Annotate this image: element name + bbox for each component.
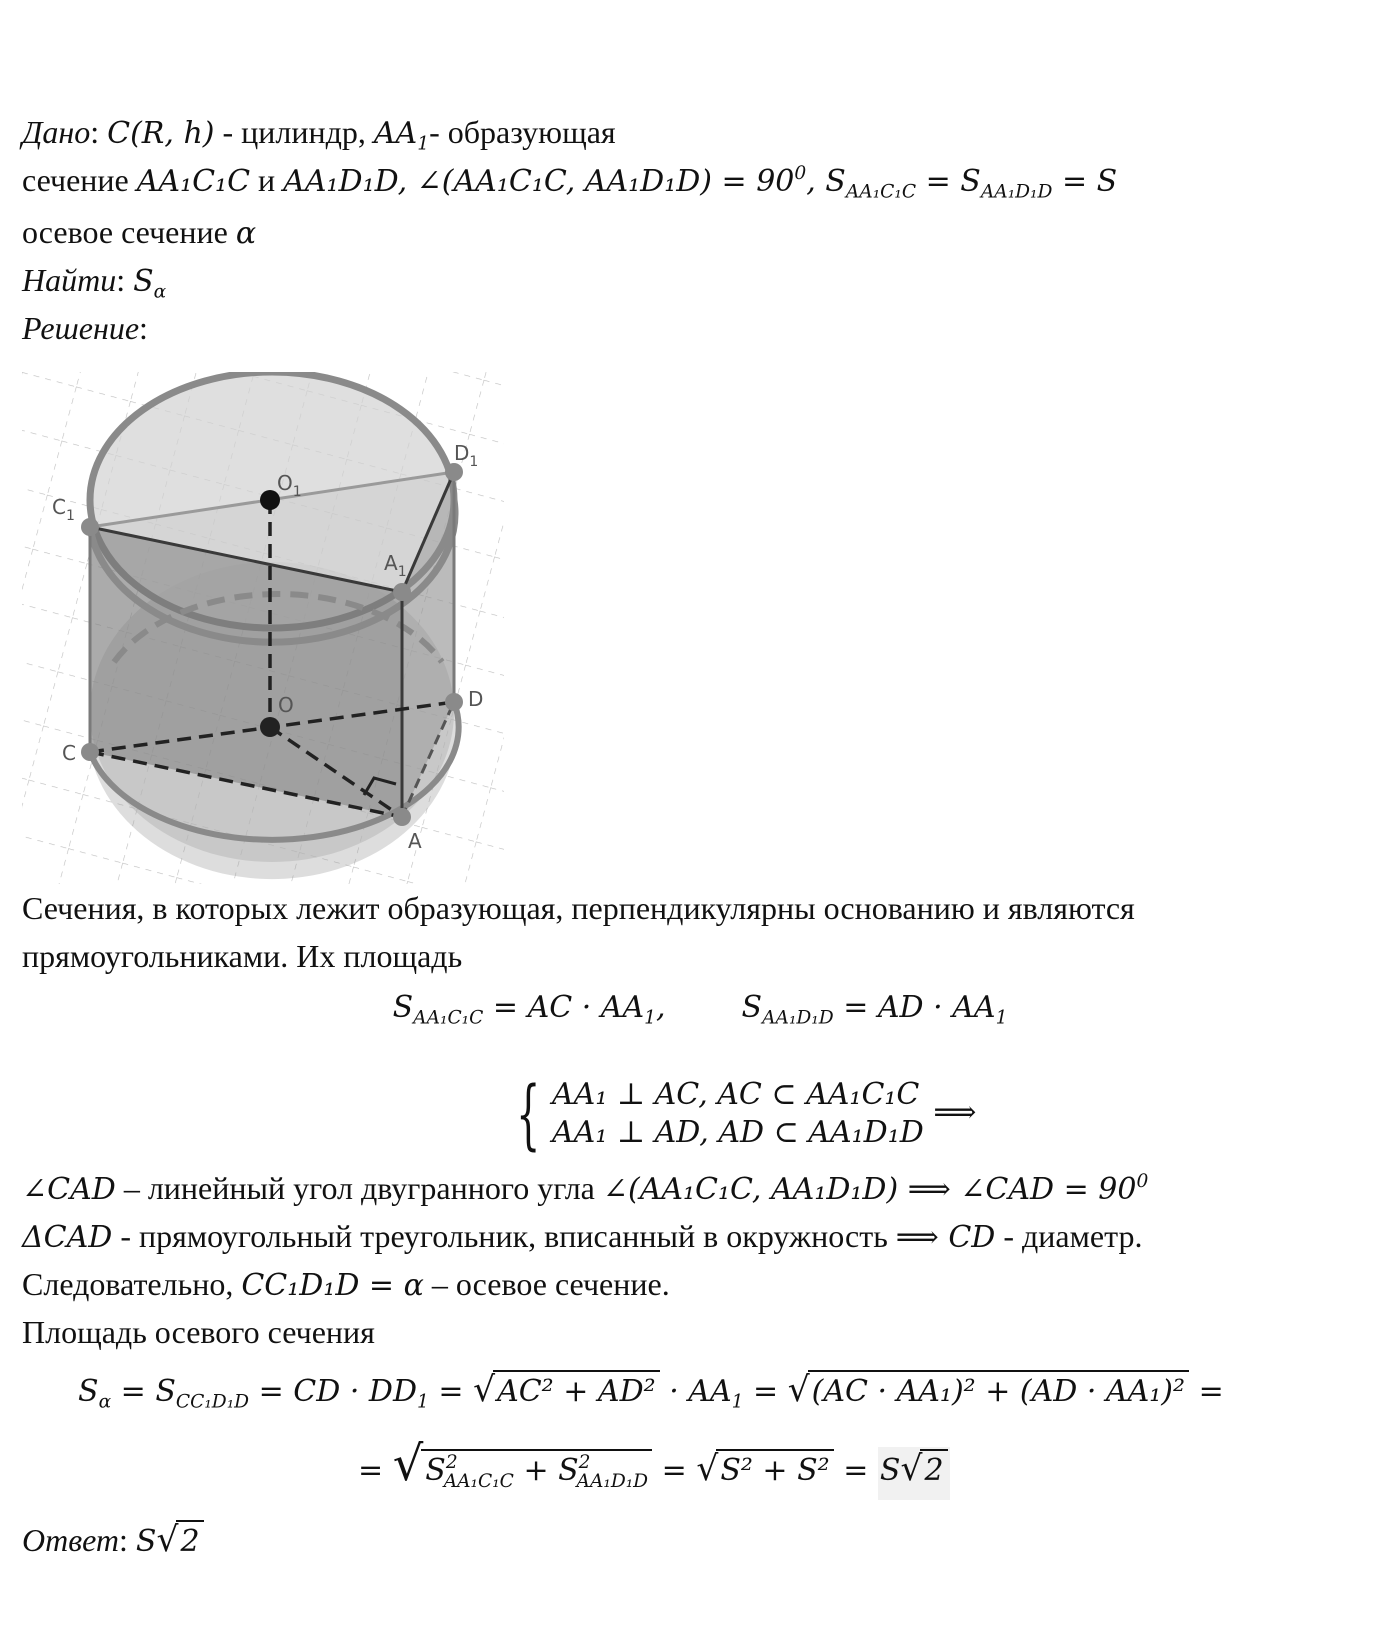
sqrt-4: S² + S²	[716, 1449, 833, 1491]
formula-areas	[0, 986, 1400, 1028]
point-o	[260, 717, 280, 737]
formula-axial-area: $S_\alpha = S_{CC_1D_1D}$ = CD · $DD_1 = √AC^2 + AD^2 \cdot AA_1 = √(AC \cdot AA_1)^2 + (AD \cdot AA_1)^2$ =	[78, 1370, 1224, 1413]
cylinder-notation: C(R, h)	[107, 116, 215, 151]
label-d: D	[468, 687, 484, 711]
system-implies: ⟹	[933, 1095, 977, 1130]
answer-line: Ответ: S√2	[22, 1520, 204, 1562]
formula-area-2: $S_{AA_1D_1D}$ = AD · $AA_1$	[741, 990, 1008, 1029]
section-2: AA₁D₁D	[283, 164, 398, 199]
point-d	[445, 693, 463, 711]
area-heading: Площадь осевого сечения	[22, 1314, 375, 1350]
given-line-3: осевое сечение α	[22, 214, 257, 251]
section-word: сечение	[22, 162, 137, 198]
cylinder-figure	[22, 372, 504, 884]
label-c: C	[62, 741, 76, 765]
angle-condition: , ∠(AA₁C₁C, $AA_1D_1D) = 90^0$, $S_{AA_1C_1C} = S_{AA_1D_1D} = S$	[397, 162, 1118, 203]
solution-label: Решение	[22, 310, 140, 346]
sqrt-3: $S^2_{AA_1C_1C} + S^2_{AA_1D_1D}$	[421, 1449, 652, 1491]
label-a1: $A_1$	[384, 551, 407, 580]
find-target: $S_\alpha$	[133, 264, 167, 303]
point-d1	[445, 463, 463, 481]
label-a: A	[408, 829, 422, 853]
point-c	[81, 743, 99, 761]
system-line-2: AA₁ ⊥ AD, AD ⊂ AA₁D₁D	[552, 1115, 924, 1150]
answer-label: Ответ	[22, 1522, 119, 1558]
sqrt-1: AC² + AD²	[493, 1370, 660, 1412]
given-line-1: Дано: C(R, h) - цилиндр, $AA_1-$ образующая	[22, 114, 616, 155]
system-brace: {	[515, 1069, 540, 1158]
dihedral-line: ∠CAD – линейный угол двугранного угла ∠(AA₁C₁C, AA₁D₁D) ⟹ ∠CAD = $90^0$	[22, 1170, 1149, 1207]
section-1: AA₁C₁C	[136, 164, 251, 199]
generatrix-symbol: $AA_1$	[373, 116, 430, 155]
formula-result: = $√S^2_{AA_1C_1C} + S^2_{AA_1D_1D} = √S^2 + S^2 = S√2$	[358, 1444, 950, 1491]
given-line-2	[22, 160, 1117, 202]
formula-area-1: $S_{AA_1C_1C}$ = AC · $AA_1$,	[392, 990, 666, 1029]
solution-line: Решение:	[22, 310, 148, 346]
answer-value: S√2	[136, 1524, 204, 1559]
generatrix-text: - образующая	[429, 114, 616, 150]
cylinder-text: - цилиндр,	[214, 114, 374, 150]
triangle-line: ΔCAD - прямоугольный треугольник, вписанный в окружность ⟹ CD - диаметр.	[22, 1218, 1143, 1255]
given-label: Дано	[22, 114, 91, 150]
system-lines	[552, 1076, 924, 1152]
consequence-line: Следовательно, CC₁D₁D = α – осевое сечение.	[22, 1266, 670, 1303]
find-label: Найти	[22, 262, 117, 298]
and-word: и	[250, 162, 284, 198]
point-a	[393, 808, 411, 826]
find-line: Найти: $S_\alpha$	[22, 262, 167, 303]
result-highlight: S√2	[878, 1447, 950, 1500]
point-a1	[393, 583, 411, 601]
system-block	[0, 1069, 1400, 1158]
sqrt-2: (AC · AA₁)² + (AD · AA₁)²	[808, 1370, 1189, 1412]
system-line-1: AA₁ ⊥ AC, AC ⊂ AA₁C₁C	[552, 1077, 920, 1112]
paragraph-2: прямоугольниками. Их площадь	[22, 938, 463, 974]
paragraph-1: Сечения, в которых лежит образующая, перпендикулярны основанию и являются	[22, 890, 1135, 926]
label-d1: $D_1$	[454, 441, 479, 470]
label-o: O	[278, 693, 294, 717]
label-c1: $C_1$	[52, 495, 75, 524]
label-o1: $O_1$	[277, 471, 302, 500]
point-c1	[81, 518, 99, 536]
